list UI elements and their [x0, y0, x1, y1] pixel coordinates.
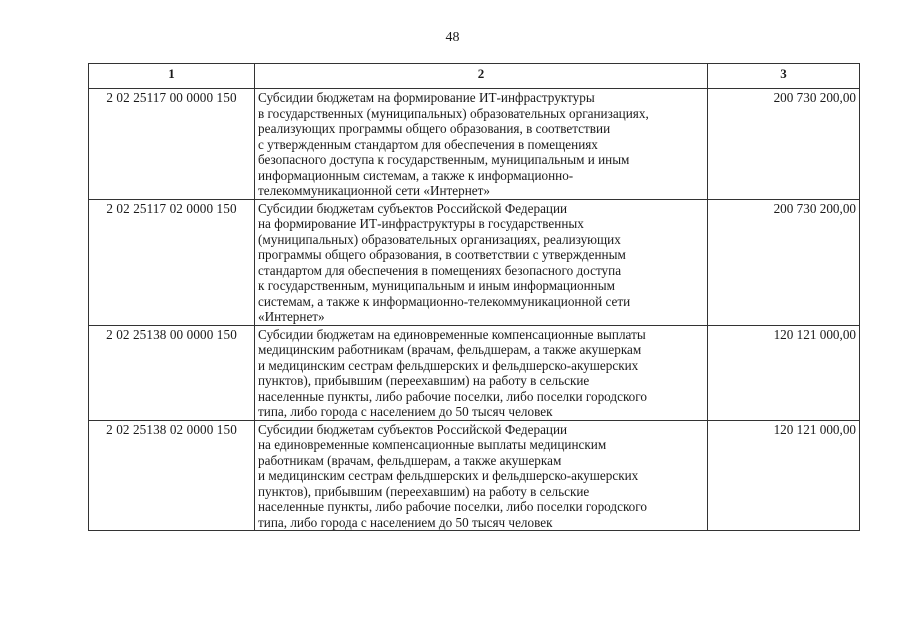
description-line: телекоммуникационной сети «Интернет»	[258, 183, 490, 198]
description-cell	[255, 199, 708, 325]
description-cell	[255, 325, 708, 420]
description-line: на формирование ИТ-инфраструктуры в государственных	[258, 216, 584, 231]
description-line: и медицинским сестрам фельдшерских и фельдшерско-акушерских	[258, 357, 639, 373]
description-line: медицинским работникам (врачам, фельдшерам, а также акушеркам	[258, 342, 642, 357]
description-line: Субсидии бюджетам на единовременные компенсационные выплаты	[258, 326, 646, 342]
description-line: реализующих программы общего образования, в соответствии	[258, 121, 611, 136]
table-body	[89, 89, 860, 531]
description-line: населенные пункты, либо рабочие поселки, либо поселки городского	[258, 499, 647, 514]
budget-code-cell: 2 02 25138 00 0000 150	[89, 325, 255, 420]
budget-code-cell: 2 02 25138 02 0000 150	[89, 420, 255, 531]
table-row	[89, 325, 860, 420]
table-header-row	[89, 64, 860, 89]
description-line: на единовременные компенсационные выплаты медицинским	[258, 437, 607, 452]
amount-cell: 120 121 000,00	[708, 325, 860, 420]
amount-cell: 120 121 000,00	[708, 420, 860, 531]
description-line: и медицинским сестрам фельдшерских и фельдшерско-акушерских	[258, 468, 639, 483]
column-header-amount: 3	[708, 64, 860, 89]
description-line: стандартом для обеспечения в помещениях безопасного доступа	[258, 262, 622, 278]
description-line: программы общего образования, в соответствии с утвержденным	[258, 247, 626, 262]
table-header	[89, 64, 860, 89]
column-header-description: 2	[255, 64, 708, 89]
column-header-code: 1	[89, 64, 255, 89]
budget-code-cell: 2 02 25117 02 0000 150	[89, 199, 255, 325]
description-line: безопасного доступа к государственным, муниципальным и иным	[258, 152, 630, 167]
description-line: Субсидии бюджетам на формирование ИТ-инфраструктуры	[258, 90, 595, 105]
description-line: пунктов), прибывшим (переехавшим) на работу в сельские	[258, 373, 590, 388]
description-line: информационным системам, а также к информационно-	[258, 167, 574, 183]
budget-code-cell: 2 02 25117 00 0000 150	[89, 89, 255, 200]
description-cell	[255, 420, 708, 531]
description-line: Субсидии бюджетам субъектов Российской Федерации	[258, 200, 568, 216]
description-line: населенные пункты, либо рабочие поселки, либо поселки городского	[258, 388, 647, 404]
table-row	[89, 89, 860, 200]
amount-cell: 200 730 200,00	[708, 89, 860, 200]
description-line: к государственным, муниципальным и иным информационным	[258, 278, 615, 293]
budget-table	[88, 63, 860, 531]
description-line: типа, либо города с населением до 50 тысяч человек	[258, 514, 553, 530]
description-line: (муниципальных) образовательных организациях, реализующих	[258, 231, 621, 247]
description-line: работникам (врачам, фельдшерам, а также акушеркам	[258, 452, 562, 468]
amount-cell: 200 730 200,00	[708, 199, 860, 325]
page-number: 48	[445, 30, 460, 45]
description-cell	[255, 89, 708, 200]
description-line: системам, а также к информационно-телекоммуникационной сети	[258, 293, 631, 309]
description-line: «Интернет»	[258, 309, 325, 324]
description-line: Субсидии бюджетам субъектов Российской Федерации	[258, 421, 568, 437]
description-line: с утвержденным стандартом для обеспечения в помещениях	[258, 136, 598, 152]
description-line: пунктов), прибывшим (переехавшим) на работу в сельские	[258, 483, 590, 499]
description-line: типа, либо города с населением до 50 тысяч человек	[258, 404, 553, 419]
description-line: в государственных (муниципальных) образовательных организациях,	[258, 105, 649, 121]
table-row	[89, 199, 860, 325]
table-row	[89, 420, 860, 531]
